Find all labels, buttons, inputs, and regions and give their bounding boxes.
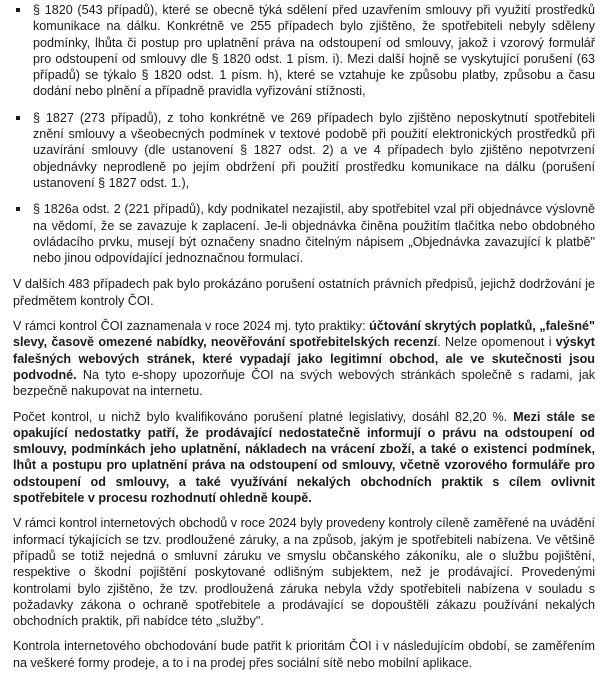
paragraph-text: Kontrola internetového obchodování bude patřit k prioritám ČOI i v následujícím období, se zaměřením na veškeré formy prodeje, a to i na prodej přes sociální sítě nebo mobilní aplikace. (13, 639, 595, 670)
paragraph-text: V rámci kontrol internetových obchodů v roce 2024 byly provedeny kontroly cíleně zaměřené na uvádění informací týkajících se tzv. prodloužené záruky, a na způsob, jakým je spotřebiteli nabízena. Ve většině případů se totiž nejedná o smluvní záruku ve smyslu občanského zákoníku, ale o službu pojištění, respektive o škodní pojištění poskytované odlišným subjektem, než je prodávající. Provedenými kontrolami bylo zjištěno, že tzv. prodloužená záruka nebyla vždy spotřebiteli nabízena v souladu s požadavky zákona o ochraně spotřebitele a prodávající se dopouštěli zákazu používání nekalých obchodních praktik, při nabídce této „služby". (13, 516, 595, 629)
paragraph-practices (13, 318, 595, 399)
paragraph-other-violations (13, 276, 595, 309)
bullet-icon (16, 8, 20, 12)
list-item-text: § 1820 (543 případů), které se obecně týká sdělení před uzavřením smlouvy při využití prostředků komunikace na dálku. Konkrétně ve 255 případech bylo zjištěno, že spotřebiteli nebyly sděleny podmínky, lhůta či postup pro uplatnění práva na odstoupení od smlouvy, jakož i vzorový formulář pro odstoupení od smlouvy dle § 1820 odst. 1 písm. i). Mezi další hojně se vyskytující porušení (63 případů) se týkalo § 1820 odst. 1 písm. h), které se vztahuje ke způsobu platby, způsobu a času dodání nebo plnění a případně pravidla vyřizování stížnosti, (33, 3, 595, 99)
paragraph-text: Na tyto e-shopy upozorňuje ČOI na svých webových stránkách společně s radami, jak bezpečně nakupovat na internetu. (13, 367, 595, 399)
paragraph-extended-warranty (13, 515, 595, 629)
emphasis-fake-sites: výskyt falešných webových stránek, které vypadají jako legitimní obchod, ale ve skutečnosti jsou podvodné. (13, 335, 595, 382)
paragraph-violation-rate (13, 409, 595, 507)
list-item-1820 (13, 2, 595, 100)
paragraph-text: Počet kontrol, u nichž bylo kvalifikováno porušení platné legislativy, dosáhl 82,20 %. (13, 409, 514, 424)
document-body (13, 2, 595, 680)
list-item-1826a (13, 201, 595, 266)
list-item-1827 (13, 110, 595, 191)
emphasis-practices: účtování skrytých poplatků, „falešné" slevy, časově omezené nabídky, neověřování spotřebitelských recenzí (13, 319, 596, 350)
list-item-text: § 1826a odst. 2 (221 případů), kdy podnikatel nezajistil, aby spotřebitel vzal při objednávce výslovně na vědomí, že se zavazuje k zaplacení. Je-li objednávka činěna použitím tlačítka nebo obdobného ovládacího prvku, musejí být označeny snadno čitelným nápisem „Objednávka zavazující k platbě" nebo jinou odpovídající jednoznačnou formulací. (33, 202, 595, 266)
bullet-icon (16, 207, 20, 211)
paragraph-text: V rámci kontrol ČOI zaznamenala v roce 2024 mj. tyto praktiky: (13, 319, 370, 334)
bullet-icon (16, 116, 20, 120)
paragraph-text: V dalších 483 případech pak bylo prokázáno porušení ostatních právních předpisů, jejichž dodržování je předmětem kontroly ČOI. (13, 277, 595, 308)
list-item-text: § 1827 (273 případů), z toho konkrétně ve 269 případech bylo zjištěno neposkytnutí spotřebiteli znění smlouvy a všeobecných podmínek v textové podobě při použití elektronických prostředků při uzavírání smlouvy (dle ustanovení § 1827 odst. 2) a ve 4 případech bylo zjištěno nepotvrzení objednávky neprodleně po jejím obdržení při použití prostředku komunikace na dálku (porušení ustanovení § 1827 odst. 1.), (33, 110, 595, 190)
paragraph-priorities (13, 638, 595, 671)
paragraph-text: . Nelze opomenout i (437, 335, 556, 350)
emphasis-recurring-deficiencies: Mezi stále se opakující nedostatky patří, že prodávající nedostatečně informují o právu na odstoupení od smlouvy, podmínkách jeho uplatnění, nákladech na vrácení zboží, a také o existenci podmínek, lhůt a postupu pro uplatnění práva na odstoupení od smlouvy, včetně vzorového formuláře pro odstoupení od smlouvy, a také využívání nekalých obchodních praktik s cílem ovlivnit spotřebitele v procesu rozhodnutí ohledně koupě. (13, 409, 595, 506)
